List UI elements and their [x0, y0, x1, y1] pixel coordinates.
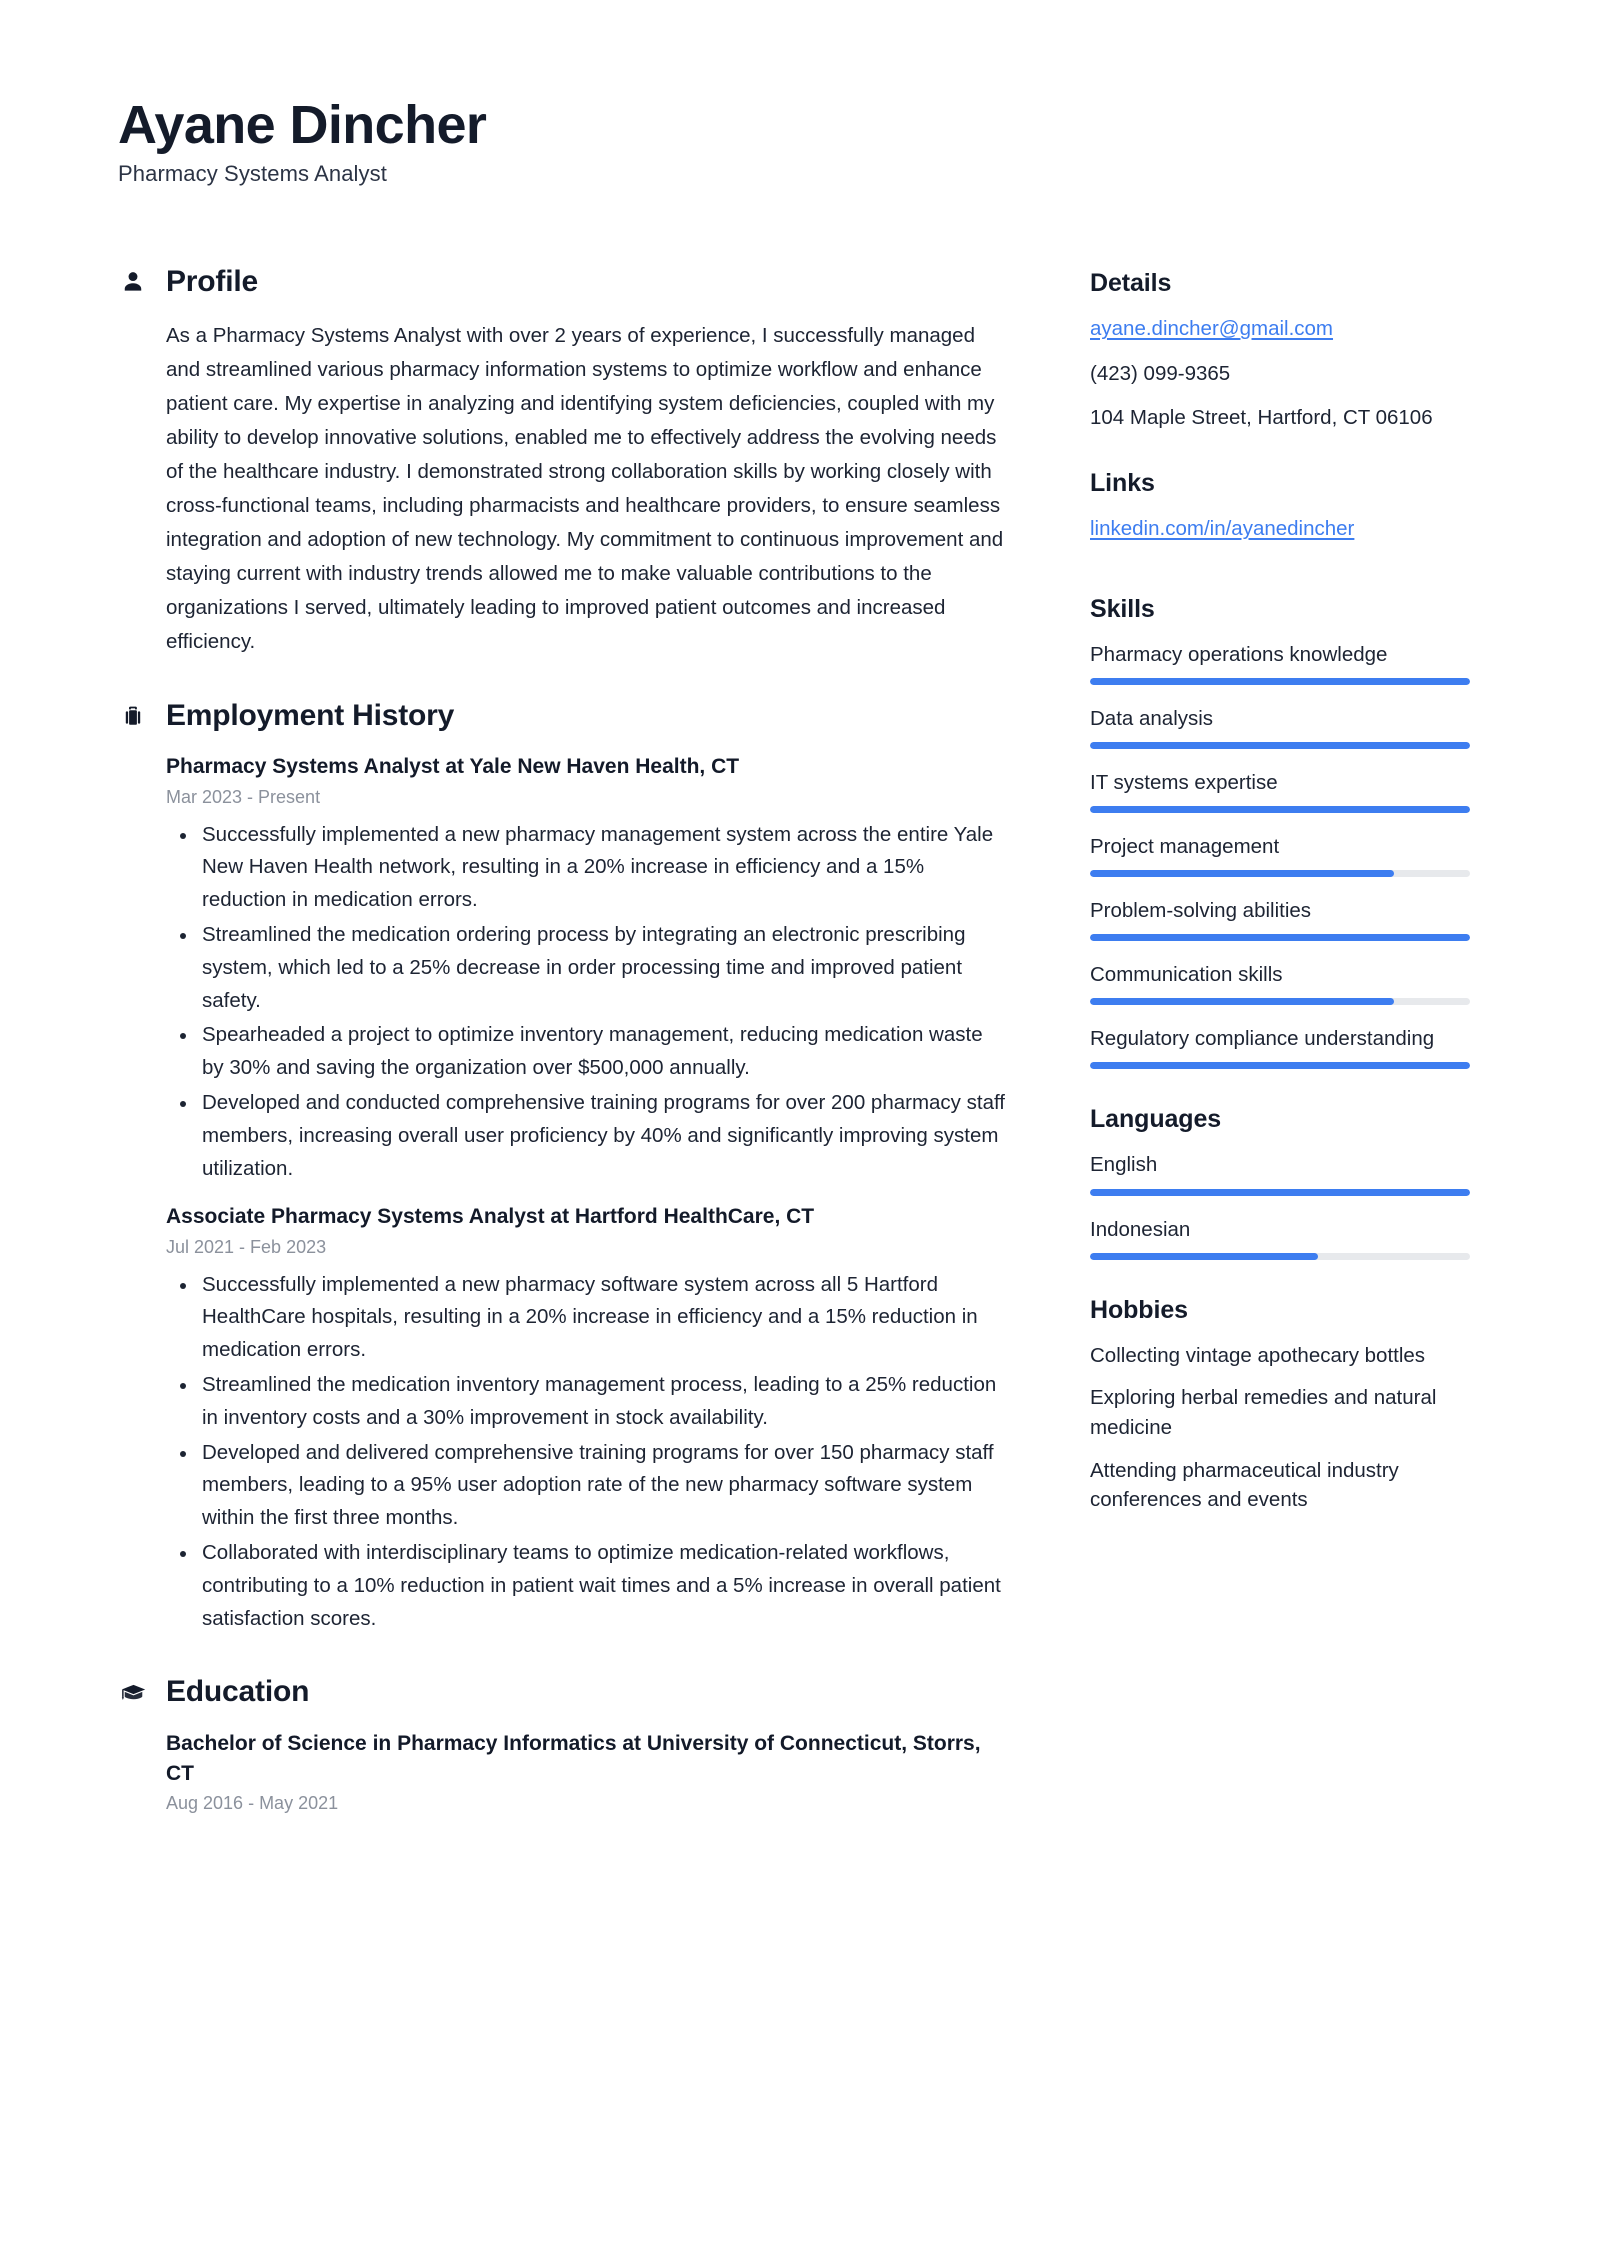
hobbies-block: [1090, 1296, 1482, 1516]
education-entry: [166, 1729, 1008, 1814]
skill-meter-fill: [1090, 934, 1470, 941]
postal-address: 104 Maple Street, Hartford, CT 06106: [1090, 405, 1433, 429]
languages-heading: Languages: [1090, 1105, 1222, 1134]
profile-section-header: [118, 265, 1008, 299]
candidate-name: Ayane Dincher: [118, 95, 487, 155]
languages-block: [1090, 1105, 1482, 1259]
list-item: Streamlined the medication ordering process by integrating an electronic prescribing system, which led to a 25% decrease in order processing time and improved patient safety.: [166, 919, 1008, 1017]
phone-number: (423) 099-9365: [1090, 361, 1231, 385]
language-meter-fill: [1090, 1189, 1470, 1196]
skill-meter-fill: [1090, 806, 1470, 813]
list-item: Successfully implemented a new pharmacy software system across all 5 Hartford HealthCare hospitals, resulting in a 20% increase in efficiency and a 15% reduction in medication errors.: [166, 1269, 1008, 1367]
skill-item: [1090, 640, 1482, 685]
links-block: [1090, 469, 1482, 558]
hobby-item: Collecting vintage apothecary bottles: [1090, 1343, 1426, 1367]
skill-item: [1090, 960, 1482, 1005]
skill-label: Communication skills: [1090, 963, 1283, 987]
employment-section: [118, 699, 1008, 1635]
skill-meter-fill: [1090, 742, 1470, 749]
list-item: Spearheaded a project to optimize inventory management, reducing medication waste by 30% and saving the organization over $500,000 annually.: [166, 1019, 1008, 1085]
profile-summary-text: As a Pharmacy Systems Analyst with over 2 years of experience, I successfully managed and streamlined various pharmacy information systems to optimize workflow and enhance patient care. My expertise in analyzing and identifying system deficiencies, coupled with my ability to develop innovative solutions, enabled me to effectively address the evolving needs of the healthcare industry. I demonstrated strong collaboration skills by working closely with cross-functional teams, including pharmacists and healthcare providers, to ensure seamless integration and adoption of new technology. My commitment to continuous improvement and staying current with industry trends allowed me to make valuable contributions to the organizations I served, ultimately leading to improved patient outcomes and increased efficiency.: [166, 324, 1004, 654]
employment-entry-bullets: [166, 819, 1008, 1186]
details-block: [1090, 269, 1482, 433]
list-item: Collaborated with interdisciplinary teams to optimize medication-related workflows, contributing to a 10% reduction in patient wait times and a 5% increase in overall patient satisfaction scores.: [166, 1537, 1008, 1635]
skills-block: [1090, 595, 1482, 1070]
skill-meter-fill: [1090, 678, 1470, 685]
language-label: Indonesian: [1090, 1217, 1191, 1241]
employment-entry-title: Pharmacy Systems Analyst at Yale New Haven Health, CT: [166, 755, 740, 779]
skill-item: [1090, 704, 1482, 749]
employment-section-title: Employment History: [166, 699, 455, 733]
hobbies-heading: Hobbies: [1090, 1295, 1188, 1324]
skill-meter-track: [1090, 806, 1470, 813]
language-meter-track: [1090, 1253, 1470, 1260]
skill-label: Project management: [1090, 834, 1280, 858]
list-item: Developed and delivered comprehensive training programs for over 150 pharmacy staff members, leading to a 95% user adoption rate of the new pharmacy software system within the first three months.: [166, 1437, 1008, 1535]
language-item: [1090, 1150, 1482, 1195]
skill-label: Pharmacy operations knowledge: [1090, 642, 1388, 666]
education-section: [118, 1675, 1008, 1814]
hobby-item: Exploring herbal remedies and natural medicine: [1090, 1386, 1437, 1440]
briefcase-icon: [118, 701, 148, 731]
list-item: Developed and conducted comprehensive training programs for over 200 pharmacy staff members, increasing overall user proficiency by 40% and significantly improving system utilization.: [166, 1087, 1008, 1185]
education-entry-title: Bachelor of Science in Pharmacy Informatics at University of Connecticut, Storrs, CT: [166, 1732, 981, 1786]
main-column: [118, 265, 1008, 1818]
links-heading: Links: [1090, 469, 1155, 498]
skill-meter-track: [1090, 678, 1470, 685]
skill-meter-fill: [1090, 1062, 1470, 1069]
skill-meter-track: [1090, 998, 1470, 1005]
skill-meter-track: [1090, 870, 1470, 877]
education-section-header: [118, 1675, 1008, 1709]
skill-item: [1090, 768, 1482, 813]
employment-section-header: [118, 699, 1008, 733]
employment-entry-title: Associate Pharmacy Systems Analyst at Hartford HealthCare, CT: [166, 1205, 815, 1229]
profile-body: [118, 319, 1008, 659]
hobby-item: Attending pharmaceutical industry conferences and events: [1090, 1458, 1399, 1512]
skill-label: Problem-solving abilities: [1090, 899, 1312, 923]
list-item: Successfully implemented a new pharmacy management system across the entire Yale New Haven Health network, resulting in a 20% increase in efficiency and a 15% reduction in medication errors.: [166, 819, 1008, 917]
resume-header: [118, 96, 1482, 187]
education-body: [118, 1729, 1008, 1814]
skill-item: [1090, 896, 1482, 941]
skill-label: Data analysis: [1090, 706, 1214, 730]
education-section-title: Education: [166, 1675, 310, 1709]
skill-item: [1090, 832, 1482, 877]
language-label: English: [1090, 1153, 1158, 1177]
skill-label: IT systems expertise: [1090, 770, 1278, 794]
skills-heading: Skills: [1090, 594, 1155, 623]
skill-meter-track: [1090, 934, 1470, 941]
profile-section-title: Profile: [166, 265, 258, 299]
email-link[interactable]: ayane.dincher@gmail.com: [1090, 317, 1334, 341]
skill-label: Regulatory compliance understanding: [1090, 1027, 1435, 1051]
employment-entry-bullets: [166, 1269, 1008, 1636]
skill-item: [1090, 1024, 1482, 1069]
skill-meter-fill: [1090, 998, 1394, 1005]
employment-entry: [166, 753, 1008, 1185]
user-icon: [118, 267, 148, 297]
language-meter-track: [1090, 1189, 1470, 1196]
resume-body: [118, 265, 1482, 1818]
profile-section: [118, 265, 1008, 659]
details-heading: Details: [1090, 269, 1172, 298]
skill-meter-fill: [1090, 870, 1394, 877]
skill-meter-track: [1090, 1062, 1470, 1069]
employment-body: [118, 753, 1008, 1635]
graduation-cap-icon: [118, 1677, 148, 1707]
language-meter-fill: [1090, 1253, 1318, 1260]
skill-meter-track: [1090, 742, 1470, 749]
education-entry-date: Aug 2016 - May 2021: [166, 1792, 339, 1813]
language-item: [1090, 1215, 1482, 1260]
sidebar-column: [1090, 265, 1482, 1551]
employment-entry-date: Jul 2021 - Feb 2023: [166, 1237, 327, 1258]
list-item: Streamlined the medication inventory management process, leading to a 25% reduction in inventory costs and a 30% improvement in stock availability.: [166, 1369, 1008, 1435]
employment-entry-date: Mar 2023 - Present: [166, 787, 321, 808]
candidate-job-title: Pharmacy Systems Analyst: [118, 161, 387, 187]
employment-entry: [166, 1203, 1008, 1635]
linkedin-link[interactable]: linkedin.com/in/ayanedincher: [1090, 517, 1355, 541]
